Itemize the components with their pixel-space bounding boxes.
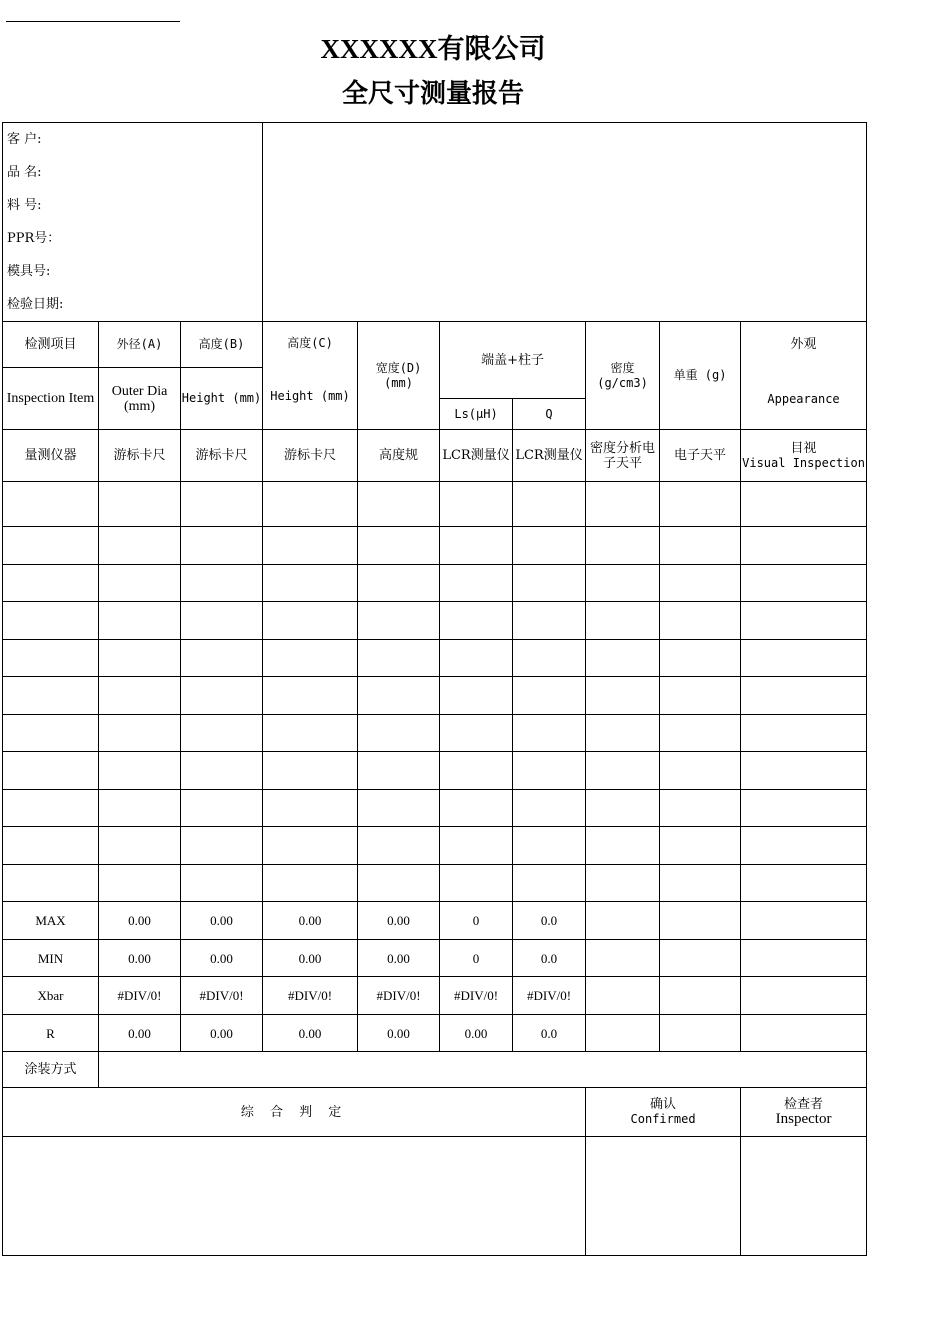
instrument-d: 高度规 [358,430,440,482]
inspector-signature-field[interactable] [741,1137,867,1256]
instrument-appearance-en: Visual Inspection [742,455,865,470]
stat-value: 0.0 [513,1015,586,1052]
info-fields [3,123,263,322]
confirmed-cn: 确认 [650,1097,677,1112]
data-row[interactable] [3,640,867,677]
stat-value: #DIV/0! [99,977,181,1015]
stat-value: 0.00 [263,1015,358,1052]
instrument-b: 游标卡尺 [181,430,263,482]
instrument-appearance [741,430,867,482]
instrument-label: 量测仪器 [3,430,99,482]
instrument-appearance-cn: 目视 [790,440,817,456]
header-d: 宽度(D) (mm) [358,322,440,430]
top-rule-line [6,21,180,22]
header-c-en: Height (mm) [270,389,350,403]
stat-row-max [3,902,867,940]
header-density: 密度 (g/cm3) [586,322,660,430]
stat-value: #DIV/0! [440,977,513,1015]
stat-row-range [3,1015,867,1052]
field-customer: 客 户: [7,132,42,147]
confirmed-signature-field[interactable] [586,1137,741,1256]
header-a-en: Outer Dia (mm) [99,368,181,430]
instruments-row [3,430,867,482]
stat-value: 0.0 [513,902,586,940]
data-row[interactable] [3,715,867,752]
field-part-number: 料 号: [7,198,42,213]
stat-value: 0.00 [99,902,181,940]
data-row[interactable] [3,790,867,827]
stat-value: 0 [440,940,513,977]
instrument-c: 游标卡尺 [263,430,358,482]
stat-value: 0.00 [358,940,440,977]
info-block [3,123,867,322]
header-b-en: Height (mm) [181,368,263,430]
judgement-field[interactable] [3,1137,586,1256]
confirmed-header [586,1088,741,1137]
data-row[interactable] [3,752,867,790]
header-item-cn: 检测项目 [3,322,99,368]
stat-value: 0.00 [440,1015,513,1052]
data-row[interactable] [3,482,867,527]
field-inspection-date: 检验日期: [7,297,64,312]
header-cap-pillar: 端盖+柱子 [440,322,586,399]
stat-label: R [3,1015,99,1052]
overall-judgement-label: 综 合 判 定 [3,1088,586,1137]
data-row[interactable] [3,865,867,902]
data-row[interactable] [3,677,867,715]
inspector-header [741,1088,867,1137]
stat-value: 0.00 [263,902,358,940]
judgement-body-row [3,1137,867,1256]
stat-value: 0.0 [513,940,586,977]
stat-value: 0.00 [358,1015,440,1052]
company-name: XXXXXX有限公司 [320,34,546,64]
field-ppr-number: PPR号： [7,231,61,246]
judgement-header-row [3,1088,867,1137]
header-a-cn: 外径(A) [99,322,181,368]
header-c [263,322,358,430]
stat-row-xbar [3,977,867,1015]
instrument-ls: LCR测量仪 [440,430,513,482]
data-row[interactable] [3,827,867,865]
header-weight: 单重 (g) [660,322,741,430]
stat-value: 0.00 [181,1015,263,1052]
stat-value: #DIV/0! [358,977,440,1015]
report-title: 全尺寸测量报告 [341,79,524,109]
instrument-weight: 电子天平 [660,430,741,482]
field-product-name: 品 名: [7,165,42,180]
stat-value: 0.00 [263,940,358,977]
header-appearance-en: Appearance [767,392,840,406]
header-item-en: Inspection Item [3,368,99,430]
stat-value: #DIV/0! [513,977,586,1015]
inspector-cn: 检查者 [784,1097,824,1112]
instrument-q: LCR测量仪 [513,430,586,482]
stat-value: 0.00 [99,940,181,977]
stat-row-min [3,940,867,977]
stat-value: 0.00 [181,902,263,940]
stat-value: #DIV/0! [181,977,263,1015]
coating-value-field[interactable] [99,1052,867,1088]
coating-row [3,1052,867,1088]
header-c-cn: 高度(C) [287,336,333,350]
stat-value: 0.00 [99,1015,181,1052]
info-blank-area[interactable] [263,123,867,322]
instrument-density: 密度分析电子天平 [586,430,660,482]
instrument-a: 游标卡尺 [99,430,181,482]
coating-label: 涂装方式 [3,1052,99,1088]
inspector-en: Inspector [775,1111,832,1127]
stat-label: Xbar [3,977,99,1015]
measurement-report-table [2,122,867,1256]
header-b-cn: 高度(B) [181,322,263,368]
stat-value: 0.00 [358,902,440,940]
header-q: Q [513,399,586,430]
field-mold-number: 模具号: [7,264,51,279]
stat-value: 0.00 [181,940,263,977]
stat-label: MAX [3,902,99,940]
header-appearance-cn: 外观 [790,337,817,352]
stat-value: #DIV/0! [263,977,358,1015]
data-row[interactable] [3,527,867,565]
header-appearance [741,322,867,430]
stat-value: 0 [440,902,513,940]
stat-label: MIN [3,940,99,977]
header-ls: Ls(μH) [440,399,513,430]
data-row[interactable] [3,602,867,640]
data-row[interactable] [3,565,867,602]
confirmed-en: Confirmed [630,1112,696,1126]
